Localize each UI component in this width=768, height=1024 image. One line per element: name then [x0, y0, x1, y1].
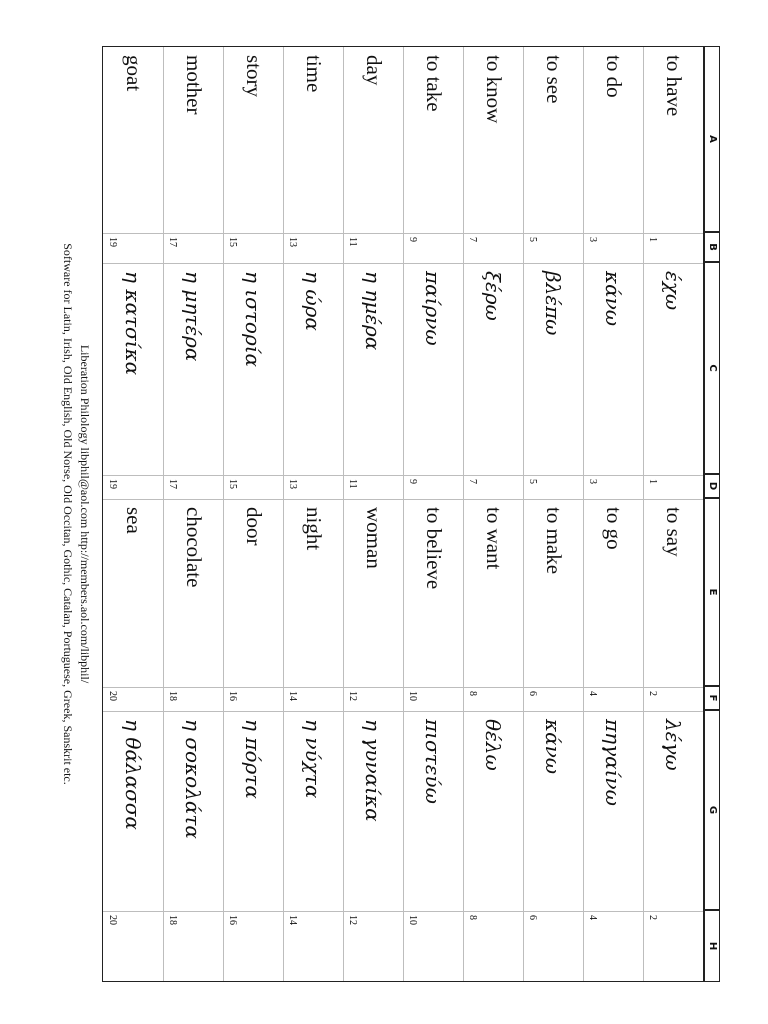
- table-cell[interactable]: [344, 911, 403, 981]
- table-cell[interactable]: [584, 47, 643, 233]
- english-word: night: [302, 507, 326, 551]
- table-cell[interactable]: [464, 711, 523, 911]
- greek-word: πιστεύω: [421, 719, 446, 804]
- table-row: [223, 47, 283, 981]
- table-cell[interactable]: [524, 711, 583, 911]
- table-cell[interactable]: [344, 687, 403, 711]
- english-word: mother: [182, 55, 206, 115]
- table-cell[interactable]: [224, 499, 283, 687]
- english-word: to take: [422, 55, 446, 112]
- number-label: 17: [167, 479, 178, 489]
- table-cell[interactable]: [164, 475, 223, 499]
- table-cell[interactable]: [104, 47, 163, 233]
- number-label: 13: [287, 237, 298, 247]
- table-cell[interactable]: [284, 475, 343, 499]
- table-cell[interactable]: [104, 475, 163, 499]
- table-cell[interactable]: [164, 499, 223, 687]
- greek-word: η γυναίκα: [361, 719, 386, 822]
- table-cell[interactable]: [284, 499, 343, 687]
- table-cell[interactable]: [404, 711, 463, 911]
- number-label: 11: [347, 479, 358, 489]
- table-cell[interactable]: [464, 687, 523, 711]
- table-row: [163, 47, 223, 981]
- greek-word: πηγαίνω: [601, 719, 626, 806]
- table-cell[interactable]: [284, 233, 343, 263]
- table-cell[interactable]: [584, 499, 643, 687]
- table-cell[interactable]: [524, 911, 583, 981]
- table-cell[interactable]: [584, 263, 643, 475]
- english-word: story: [242, 55, 266, 97]
- table-cell[interactable]: [344, 499, 403, 687]
- number-label: 16: [227, 691, 238, 701]
- table-cell[interactable]: [464, 499, 523, 687]
- table-cell[interactable]: [224, 475, 283, 499]
- english-word: time: [302, 55, 326, 93]
- table-cell[interactable]: [404, 687, 463, 711]
- table-cell[interactable]: [404, 475, 463, 499]
- table-row: [403, 47, 463, 981]
- table-cell[interactable]: [464, 263, 523, 475]
- greek-word: βλέπω: [541, 271, 566, 336]
- table-cell[interactable]: [464, 47, 523, 233]
- table-cell[interactable]: [404, 499, 463, 687]
- table-cell[interactable]: [344, 263, 403, 475]
- greek-word: κάνω: [541, 719, 566, 775]
- table-cell[interactable]: [224, 233, 283, 263]
- table-cell[interactable]: [284, 911, 343, 981]
- number-label: 14: [287, 691, 298, 701]
- greek-word: λέγω: [661, 719, 686, 771]
- table-cell[interactable]: [644, 233, 703, 263]
- greek-word: η μητέρα: [181, 271, 206, 362]
- table-cell[interactable]: [464, 475, 523, 499]
- greek-word: η ημέρα: [361, 271, 386, 351]
- column-header-g[interactable]: G: [704, 710, 720, 910]
- table-cell[interactable]: [164, 687, 223, 711]
- english-word: to want: [482, 507, 506, 570]
- table-cell[interactable]: [404, 233, 463, 263]
- number-label: 18: [167, 915, 178, 925]
- table-cell[interactable]: [644, 911, 703, 981]
- table-cell[interactable]: [284, 687, 343, 711]
- table-cell[interactable]: [524, 499, 583, 687]
- english-word: to make: [542, 507, 566, 575]
- english-word: chocolate: [182, 507, 206, 588]
- number-label: 1: [647, 479, 658, 484]
- column-header-h[interactable]: H: [704, 910, 720, 982]
- table-cell[interactable]: [284, 711, 343, 911]
- greek-word: η ιστορία: [241, 271, 266, 368]
- number-label: 14: [287, 915, 298, 925]
- table-cell[interactable]: [104, 687, 163, 711]
- number-label: 1: [647, 237, 658, 242]
- table-row: [523, 47, 583, 981]
- greek-word: ξέρω: [481, 271, 506, 321]
- greek-word: έχω: [661, 271, 686, 311]
- number-label: 6: [527, 915, 538, 920]
- number-label: 12: [347, 691, 358, 701]
- table-cell[interactable]: [224, 263, 283, 475]
- number-label: 6: [527, 691, 538, 696]
- table-row: [283, 47, 343, 981]
- table-cell[interactable]: [464, 233, 523, 263]
- number-label: 20: [107, 915, 118, 925]
- number-label: 3: [587, 237, 598, 242]
- table-cell[interactable]: [224, 911, 283, 981]
- table-cell[interactable]: [104, 233, 163, 263]
- number-label: 16: [227, 915, 238, 925]
- table-row: [583, 47, 643, 981]
- footer-line-2: Software for Latin, Irish, Old English, Old Norse, Old Occitan, Gothic, Catalan, Portuguese, Greek, Sanskrit etc.: [61, 243, 75, 785]
- english-word: woman: [362, 507, 386, 569]
- table-cell[interactable]: [164, 711, 223, 911]
- table-cell[interactable]: [284, 47, 343, 233]
- english-word: door: [242, 507, 266, 546]
- table-cell[interactable]: [524, 687, 583, 711]
- number-label: 7: [467, 479, 478, 484]
- greek-word: η ώρα: [301, 271, 326, 331]
- table-cell[interactable]: [644, 475, 703, 499]
- table-cell[interactable]: [404, 911, 463, 981]
- table-cell[interactable]: [104, 711, 163, 911]
- greek-word: η κατσίκα: [121, 271, 146, 376]
- english-word: sea: [122, 507, 146, 534]
- number-label: 4: [587, 691, 598, 696]
- table-cell[interactable]: [104, 263, 163, 475]
- table-cell[interactable]: [164, 911, 223, 981]
- table-cell[interactable]: [584, 911, 643, 981]
- number-label: 17: [167, 237, 178, 247]
- table-cell[interactable]: [644, 499, 703, 687]
- table-cell[interactable]: [644, 711, 703, 911]
- number-label: 8: [467, 691, 478, 696]
- number-label: 12: [347, 915, 358, 925]
- english-word: to see: [542, 55, 566, 104]
- table-cell[interactable]: [224, 47, 283, 233]
- table-cell[interactable]: [344, 711, 403, 911]
- number-label: 20: [107, 691, 118, 701]
- table-cell[interactable]: [104, 911, 163, 981]
- english-word: to do: [602, 55, 626, 98]
- english-word: day: [362, 55, 386, 86]
- table-cell[interactable]: [404, 47, 463, 233]
- english-word: to go: [602, 507, 626, 550]
- table-cell[interactable]: [104, 499, 163, 687]
- table-row: [343, 47, 403, 981]
- greek-word: κάνω: [601, 271, 626, 327]
- table-cell[interactable]: [344, 233, 403, 263]
- number-label: 2: [647, 691, 658, 696]
- table-cell[interactable]: [164, 47, 223, 233]
- greek-word: θέλω: [481, 719, 506, 771]
- greek-word: παίρνω: [421, 271, 446, 346]
- number-label: 11: [347, 237, 358, 247]
- table-cell[interactable]: [224, 711, 283, 911]
- table-cell[interactable]: [164, 233, 223, 263]
- table-cell[interactable]: [524, 475, 583, 499]
- table-cell[interactable]: [284, 263, 343, 475]
- table-cell[interactable]: [524, 263, 583, 475]
- table-cell[interactable]: [524, 233, 583, 263]
- greek-word: η θάλασσα: [121, 719, 146, 830]
- column-header-c[interactable]: C: [704, 262, 720, 474]
- greek-word: η σοκολάτα: [181, 719, 206, 839]
- english-word: to say: [662, 507, 686, 557]
- number-label: 13: [287, 479, 298, 489]
- table-cell[interactable]: [584, 711, 643, 911]
- table-cell[interactable]: [224, 687, 283, 711]
- number-label: 9: [407, 479, 418, 484]
- table-row: [643, 47, 703, 981]
- table-cell[interactable]: [644, 263, 703, 475]
- number-label: 3: [587, 479, 598, 484]
- table-cell[interactable]: [584, 475, 643, 499]
- table-row: [103, 47, 163, 981]
- table-cell[interactable]: [644, 687, 703, 711]
- number-label: 2: [647, 915, 658, 920]
- number-label: 5: [527, 237, 538, 242]
- table-cell[interactable]: [644, 47, 703, 233]
- vocabulary-table: [102, 46, 704, 982]
- column-header-d[interactable]: D: [704, 474, 720, 498]
- table-cell[interactable]: [584, 687, 643, 711]
- greek-word: η πόρτα: [241, 719, 266, 799]
- number-label: 4: [587, 915, 598, 920]
- table-row: [463, 47, 523, 981]
- column-header-e[interactable]: E: [704, 498, 720, 686]
- table-cell[interactable]: [584, 233, 643, 263]
- table-cell[interactable]: [404, 263, 463, 475]
- greek-word: η νύχτα: [301, 719, 326, 799]
- english-word: to have: [662, 55, 686, 117]
- number-label: 15: [227, 237, 238, 247]
- english-word: to know: [482, 55, 506, 124]
- footer-line-1: Liberation Philology libphil@aol.com http://members.aol.com/libphil/: [78, 344, 92, 684]
- column-header-a[interactable]: A: [704, 46, 720, 232]
- table-cell[interactable]: [524, 47, 583, 233]
- column-header-b[interactable]: B: [704, 232, 720, 262]
- number-label: 5: [527, 479, 538, 484]
- number-label: 8: [467, 915, 478, 920]
- number-label: 9: [407, 237, 418, 242]
- number-label: 7: [467, 237, 478, 242]
- number-label: 15: [227, 479, 238, 489]
- table-cell[interactable]: [344, 47, 403, 233]
- table-cell[interactable]: [464, 911, 523, 981]
- column-header-f[interactable]: F: [704, 686, 720, 710]
- number-label: 19: [107, 237, 118, 247]
- number-label: 10: [407, 915, 418, 925]
- english-word: to believe: [422, 507, 446, 590]
- number-label: 19: [107, 479, 118, 489]
- table-cell[interactable]: [164, 263, 223, 475]
- english-word: goat: [122, 55, 146, 92]
- number-label: 18: [167, 691, 178, 701]
- table-cell[interactable]: [344, 475, 403, 499]
- number-label: 10: [407, 691, 418, 701]
